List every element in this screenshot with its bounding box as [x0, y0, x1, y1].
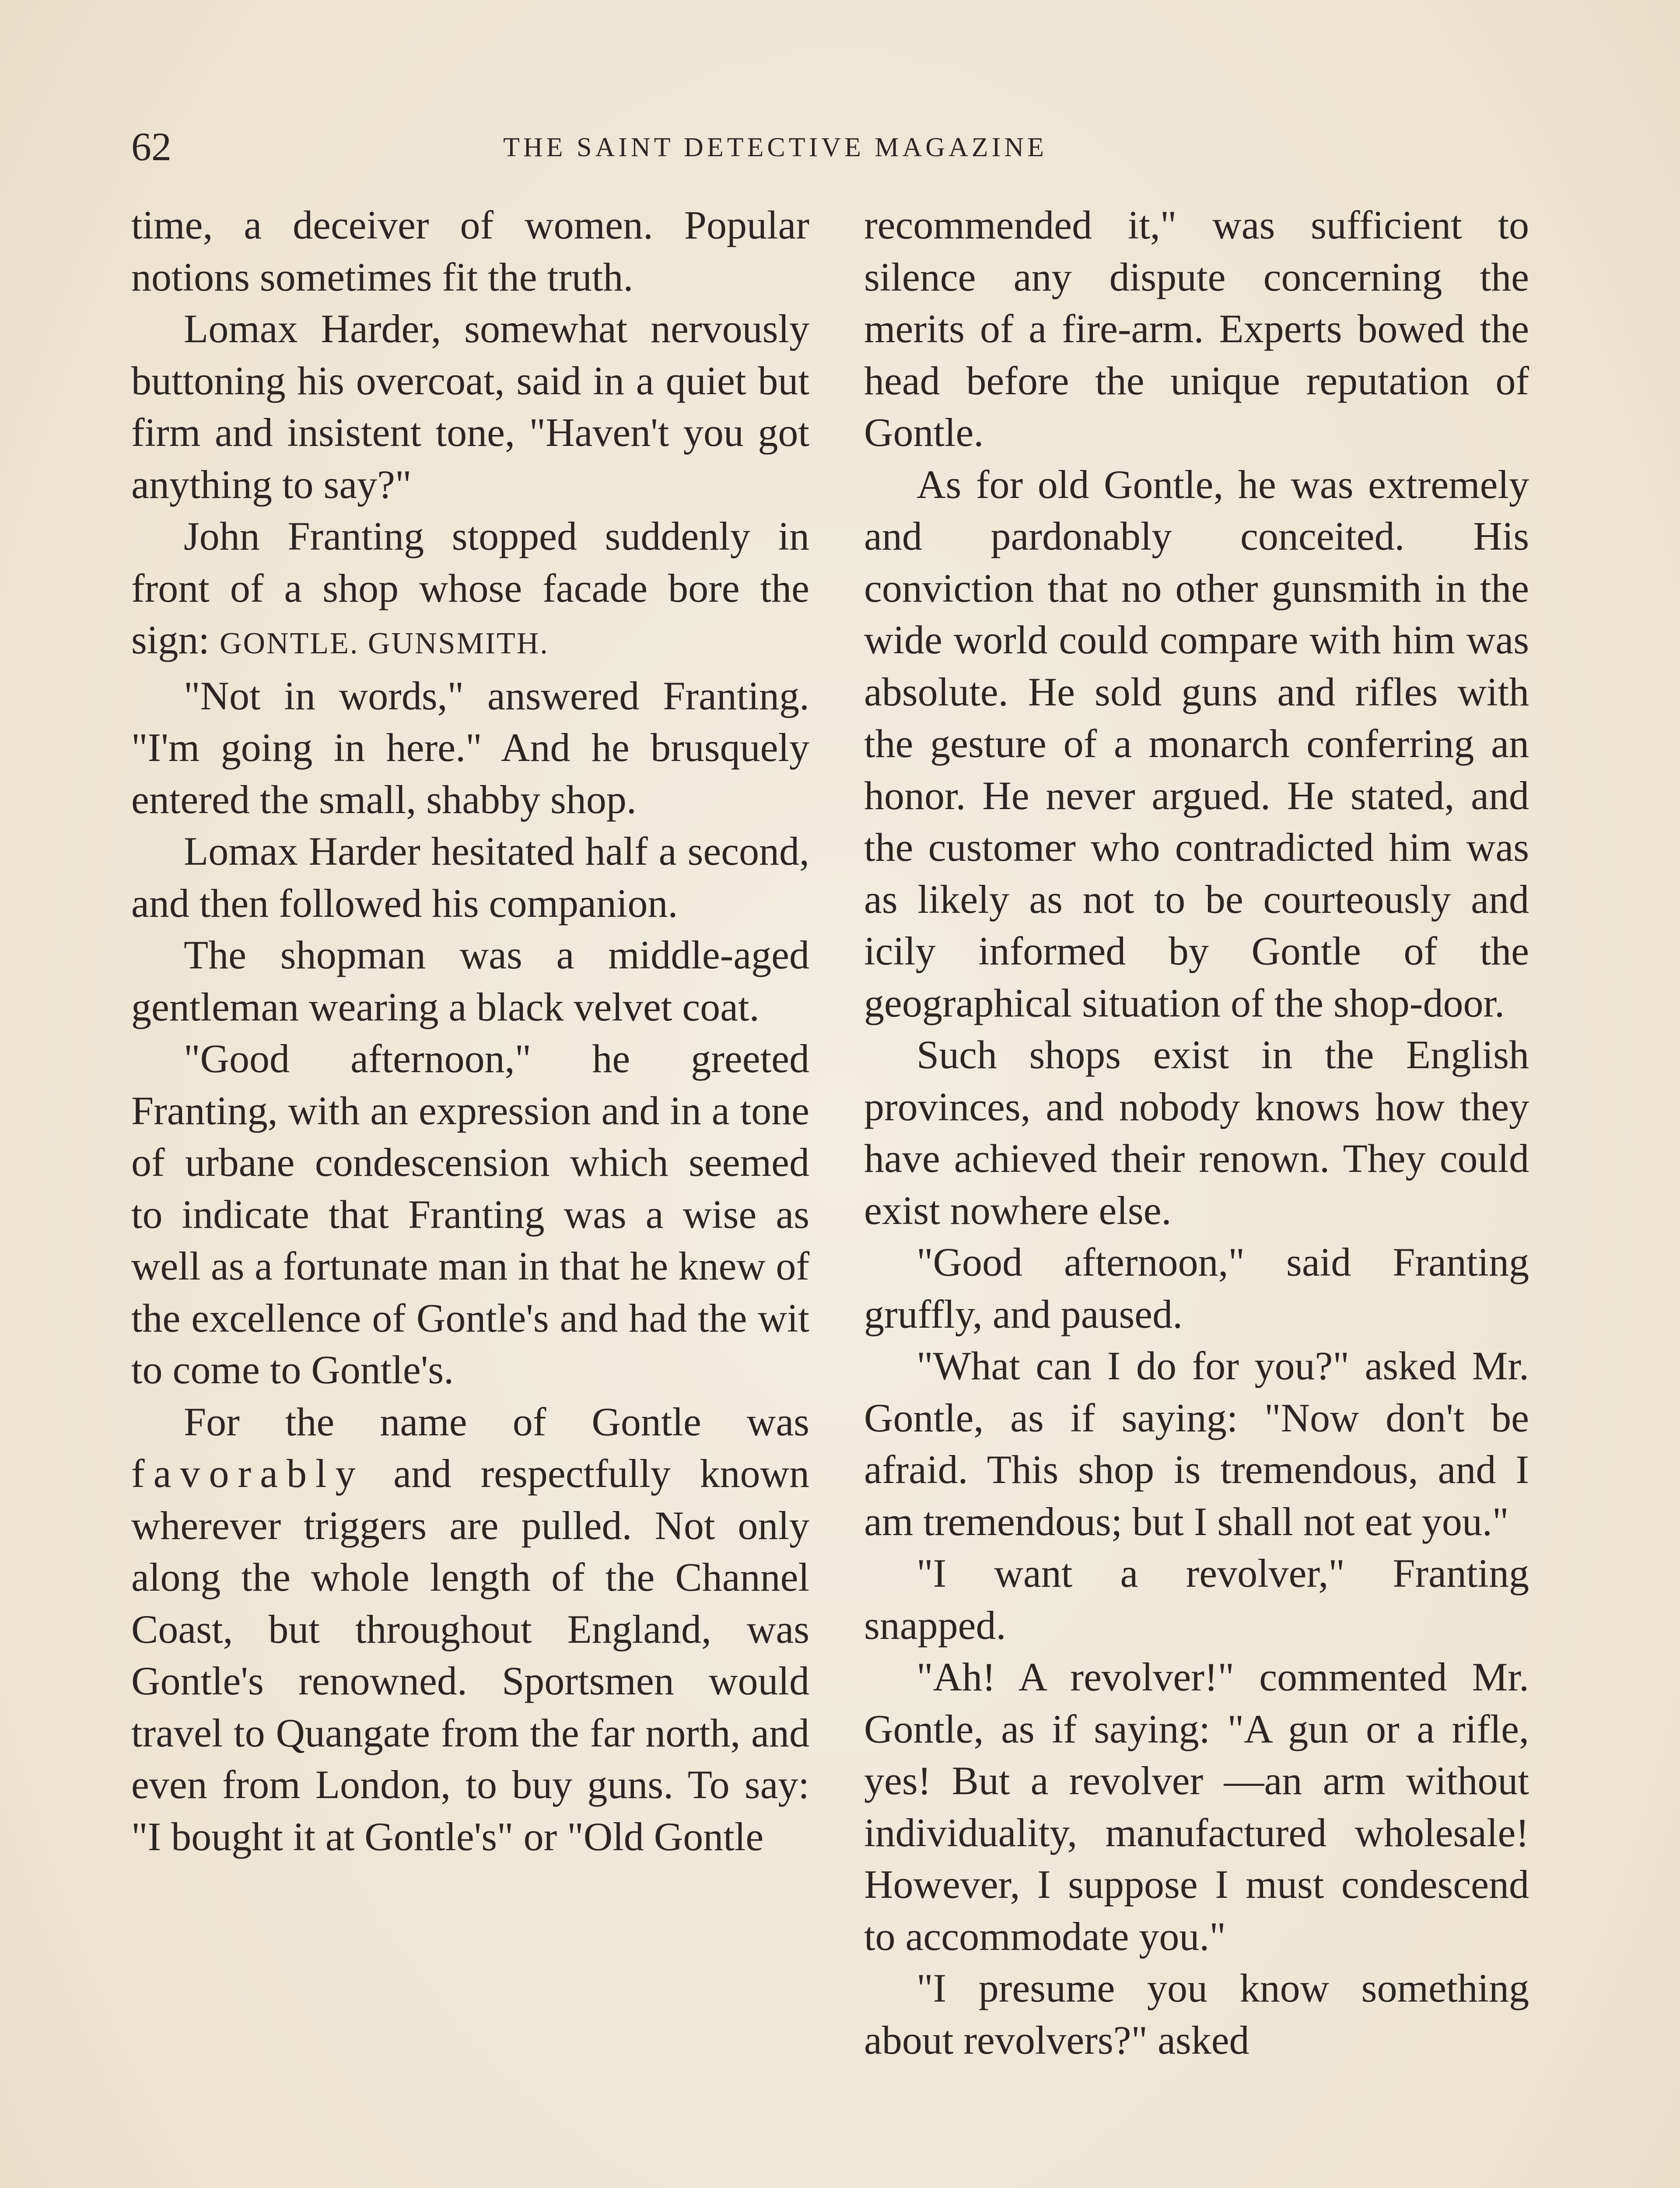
emphasized-word: favorably [131, 1451, 364, 1496]
page-header [131, 125, 1562, 186]
shop-sign-text: GONTLE. GUNSMITH. [219, 627, 549, 660]
paragraph: time, a deceiver of women. Popular notions sometimes fit the truth. [131, 203, 809, 299]
right-column [864, 199, 1529, 2066]
page-number: 62 [131, 124, 172, 169]
paragraph [131, 510, 809, 670]
paragraph: "I presume you know something about revolvers?" asked [864, 1966, 1529, 2062]
paragraph: Lomax Harder, somewhat nervously buttoning his overcoat, said in a quiet but firm and insistent tone, "Haven't you got anything to say?" [131, 306, 809, 507]
paragraph-text: and respectfully known wherever triggers are pulled. Not only along the whole length of the Channel Coast, but throughout England, was Gontle's renowned. Sportsmen would travel to Quangate from the far north, and even from London, to buy guns. To say: "I bought it at Gontle's" or "Old Gontle [131, 1451, 809, 1859]
left-column [131, 199, 809, 1862]
paragraph: Lomax Harder hesitated half a second, and then followed his companion. [131, 829, 809, 926]
paragraph: "Good afternoon," he greeted Franting, with an expression and in a tone of urbane condescension which seemed to indicate that Franting was a wise as well as a fortunate man in that he knew of the excellence of Gontle's and had the wit to come to Gontle's. [131, 1036, 809, 1392]
paragraph: recommended it," was sufficient to silence any dispute concerning the merits of a fire-arm. Experts bowed the head before the unique reputation of Gontle. [864, 203, 1529, 455]
paragraph: The shopman was a middle-aged gentleman wearing a black velvet coat. [131, 933, 809, 1029]
paragraph: "Ah! A revolver!" commented Mr. Gontle, as if saying: "A gun or a rifle, yes! But a revolver —an arm without individuality, manufactured wholesale! However, I suppose I must condescend to accommodate you." [864, 1655, 1529, 1959]
paragraph: "What can I do for you?" asked Mr. Gontle, as if saying: "Now don't be afraid. This shop is tremendous, and I am tremendous; but I shall not eat you." [864, 1343, 1529, 1544]
paragraph: "Good afternoon," said Franting gruffly, and paused. [864, 1240, 1529, 1336]
paragraph-text: For the name of Gontle was [184, 1399, 809, 1444]
paragraph-text: John Franting stopped suddenly in front of a shop whose facade bore the sign: [131, 514, 809, 662]
paragraph [131, 1396, 809, 1863]
paragraph: As for old Gontle, he was extremely and pardonably conceited. His conviction that no other gunsmith in the wide world could compare with him was absolute. He sold guns and rifles with the gesture of a monarch conferring an honor. He never argued. He stated, and the customer who contradicted him was as likely as not to be courteously and icily informed by Gontle of the geographical situation of the shop-door. [864, 462, 1529, 1025]
paragraph: "I want a revolver," Franting snapped. [864, 1551, 1529, 1648]
paragraph: Such shops exist in the English provinces, and nobody knows how they have achieved their renown. They could exist nowhere else. [864, 1032, 1529, 1233]
running-head: THE SAINT DETECTIVE MAGAZINE [503, 133, 1047, 162]
paragraph: "Not in words," answered Franting. "I'm going in here." And he brusquely entered the small, shabby shop. [131, 673, 809, 822]
